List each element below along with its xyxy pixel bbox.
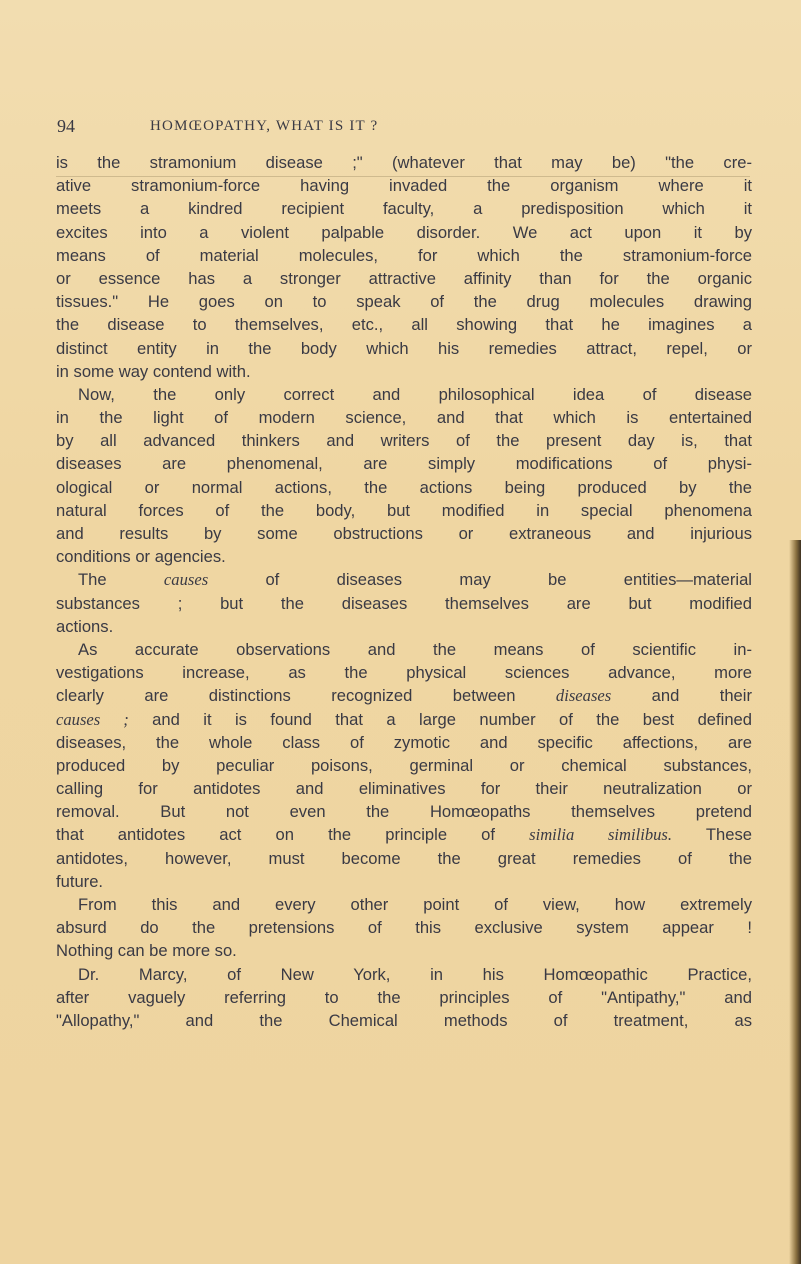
text-segment: and it is found that a large number of the best defined: [128, 709, 753, 729]
text-segment: removal. But not even the Homœopaths themselves pretend: [56, 802, 752, 822]
body-text: [56, 151, 752, 1032]
text-line: [56, 1009, 752, 1032]
text-segment: after vaguely referring to the principles of "Antipathy," and: [56, 987, 752, 1007]
text-line: [56, 823, 752, 846]
text-line: [56, 615, 752, 638]
text-segment: is the stramonium disease ;" (whatever that may be) "the cre-: [56, 153, 752, 172]
text-line: [56, 221, 752, 244]
text-line: [56, 429, 752, 452]
text-segment: "Allopathy," and the Chemical methods of treatment, as: [56, 1010, 752, 1030]
text-line: [56, 661, 752, 684]
text-segment: clearly are distinctions recognized between: [56, 686, 556, 706]
text-segment: tissues." He goes on to speak of the drug molecules drawing: [56, 292, 752, 312]
text-segment: by all advanced thinkers and writers of the present day is, that: [56, 431, 752, 451]
text-line: [56, 708, 752, 731]
text-segment: natural forces of the body, but modified in special phenomena: [56, 500, 752, 520]
text-line: [56, 939, 752, 962]
text-line: [56, 986, 752, 1009]
text-segment: vestigations increase, as the physical sciences advance, more: [56, 663, 752, 683]
text-segment: or essence has a stronger attractive affinity than for the organic: [56, 268, 752, 288]
text-segment: diseases are phenomenal, are simply modifications of physi-: [56, 454, 752, 474]
text-segment: produced by peculiar poisons, germinal or chemical substances,: [56, 755, 752, 775]
text-segment: antidotes, however, must become the great remedies of the: [56, 848, 752, 868]
text-line: [56, 360, 752, 383]
page-number: 94: [57, 116, 75, 136]
text-segment: Now, the only correct and philosophical idea of disease: [78, 384, 752, 404]
text-segment: ological or normal actions, the actions being produced by the: [56, 477, 752, 497]
italic-text: causes: [163, 570, 209, 590]
text-segment: meets a kindred recipient faculty, a predisposition which it: [56, 199, 752, 219]
text-line: [56, 847, 752, 870]
text-line: [56, 684, 752, 707]
text-segment: From this and every other point of view, how extremely: [78, 895, 752, 914]
text-line: [56, 522, 752, 545]
text-segment: diseases, the whole class of zymotic and specific affections, are: [56, 732, 752, 752]
text-line: [56, 313, 752, 336]
text-line: [56, 638, 752, 661]
text-segment: the disease to themselves, etc., all showing that he imagines a: [56, 315, 752, 335]
text-line: [56, 290, 752, 313]
text-segment: and their: [611, 686, 752, 706]
text-segment: means of material molecules, for which the stramonium-force: [56, 245, 752, 265]
text-line: [56, 151, 752, 174]
text-segment: substances ; but the diseases themselves are but modified: [56, 593, 752, 613]
text-line: [56, 337, 752, 360]
text-line: [56, 754, 752, 777]
italic-text: similia similibus.: [529, 825, 673, 845]
text-segment: Nothing can be more so.: [56, 941, 237, 961]
text-line: [56, 916, 752, 939]
text-segment: These: [672, 825, 752, 845]
text-segment: actions.: [56, 616, 114, 636]
book-edge-shadow: [789, 540, 801, 1264]
text-line: [56, 267, 752, 290]
text-line: [56, 592, 752, 615]
text-segment: in the light of modern science, and that which is entertained: [56, 408, 752, 428]
text-segment: in some way contend with.: [56, 361, 251, 381]
text-segment: ative stramonium-force having invaded the organism where it: [56, 176, 752, 196]
italic-text: causes ;: [56, 709, 129, 729]
text-segment: future.: [56, 871, 104, 891]
text-segment: distinct entity in the body which his remedies attract, repel, or: [56, 338, 752, 358]
text-segment: of diseases may be entities—material: [208, 570, 752, 590]
text-segment: absurd do the pretensions of this exclusive system appear !: [56, 918, 752, 938]
text-line: [56, 244, 752, 267]
text-segment: and results by some obstructions or extraneous and injurious: [56, 524, 752, 543]
text-line: [56, 870, 752, 893]
italic-text: diseases: [555, 686, 612, 706]
text-line: [56, 476, 752, 499]
text-segment: conditions or agencies.: [56, 547, 226, 567]
text-segment: that antidotes act on the principle of: [56, 825, 530, 845]
text-line: [56, 731, 752, 754]
running-title: HOMŒOPATHY, WHAT IS IT ?: [150, 118, 379, 134]
text-line: [56, 197, 752, 220]
text-segment: As accurate observations and the means of scientific in-: [78, 639, 752, 659]
text-segment: calling for antidotes and eliminatives for their neutralization or: [56, 779, 752, 799]
text-segment: Dr. Marcy, of New York, in his Homœopathic Practice,: [78, 964, 752, 984]
text-segment: The: [78, 570, 164, 590]
text-line: [56, 383, 752, 406]
text-line: [56, 568, 752, 591]
text-line: [56, 452, 752, 475]
text-line: [56, 174, 752, 197]
text-line: [56, 963, 752, 986]
text-line: [56, 800, 752, 823]
text-segment: excites into a violent palpable disorder. We act upon it by: [56, 222, 752, 242]
text-line: [56, 545, 752, 568]
text-line: [56, 499, 752, 522]
text-line: [56, 406, 752, 429]
text-line: [56, 777, 752, 800]
text-line: [56, 893, 752, 916]
